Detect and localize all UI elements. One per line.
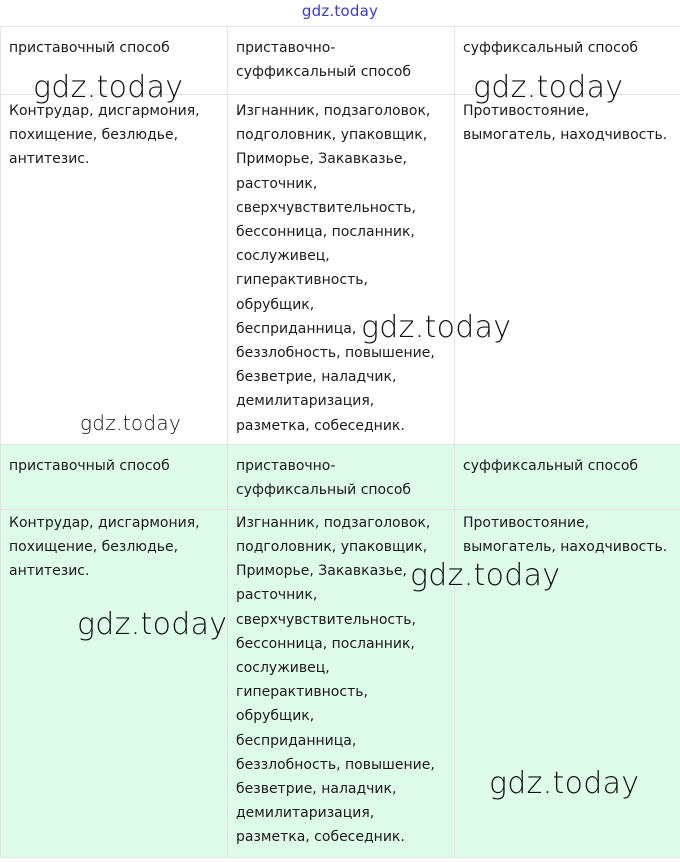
word-formation-table <box>0 26 680 858</box>
cell-suffix-words: Противостояние, вымогатель, находчивость. <box>455 509 680 857</box>
header-prefix-suffix-method: приставочно- суффиксальный способ <box>228 444 455 509</box>
table-row-highlighted <box>1 509 680 857</box>
table-header-row-highlighted <box>1 444 680 509</box>
cell-suffix-words: Противостояние, вымогатель, находчивость. <box>455 95 680 445</box>
cell-prefix-suffix-words: Изгнанник, подзаголовок, подголовник, упаковщик, Приморье, Закавказье, расточник, сверхчувствительность, бессонница, посланник, сослуживец, гиперактивность, обрубщик, бесприданница, беззлобность, повышение, безветрие, наладчик, демилитаризация, разметка, собеседник. <box>228 95 455 445</box>
cell-prefix-words: Контрудар, дисгармония, похищение, безлюдье, антитезис. <box>1 509 228 857</box>
watermark: gdz.today <box>33 70 184 105</box>
watermark: gdz.today <box>473 70 624 105</box>
cell-prefix-suffix-words: Изгнанник, подзаголовок, подголовник, упаковщик, Приморье, Закавказье, расточник, сверхчувствительность, бессонница, посланник, сослуживец, гиперактивность, обрубщик, бесприданница, беззлобность, повышение, безветрие, наладчик, демилитаризация, разметка, собеседник. <box>228 509 455 857</box>
header-prefix-suffix-method: приставочно- суффиксальный способ <box>228 27 455 95</box>
header-suffix-method: суффиксальный способ <box>455 27 680 95</box>
watermark: gdz.today <box>489 766 640 801</box>
cell-prefix-words: Контрудар, дисгармония, похищение, безлюдье, антитезис. <box>1 95 228 445</box>
header-suffix-method: суффиксальный способ <box>455 444 680 509</box>
watermark: gdz.today <box>361 310 512 345</box>
header-prefix-method: приставочный способ <box>1 444 228 509</box>
watermark: gdz.today <box>80 411 182 435</box>
site-watermark-link[interactable]: gdz.today <box>301 2 379 20</box>
table-row <box>1 95 680 445</box>
watermark: gdz.today <box>410 558 561 593</box>
watermark: gdz.today <box>77 607 228 642</box>
header-prefix-method: приставочный способ <box>1 27 228 95</box>
